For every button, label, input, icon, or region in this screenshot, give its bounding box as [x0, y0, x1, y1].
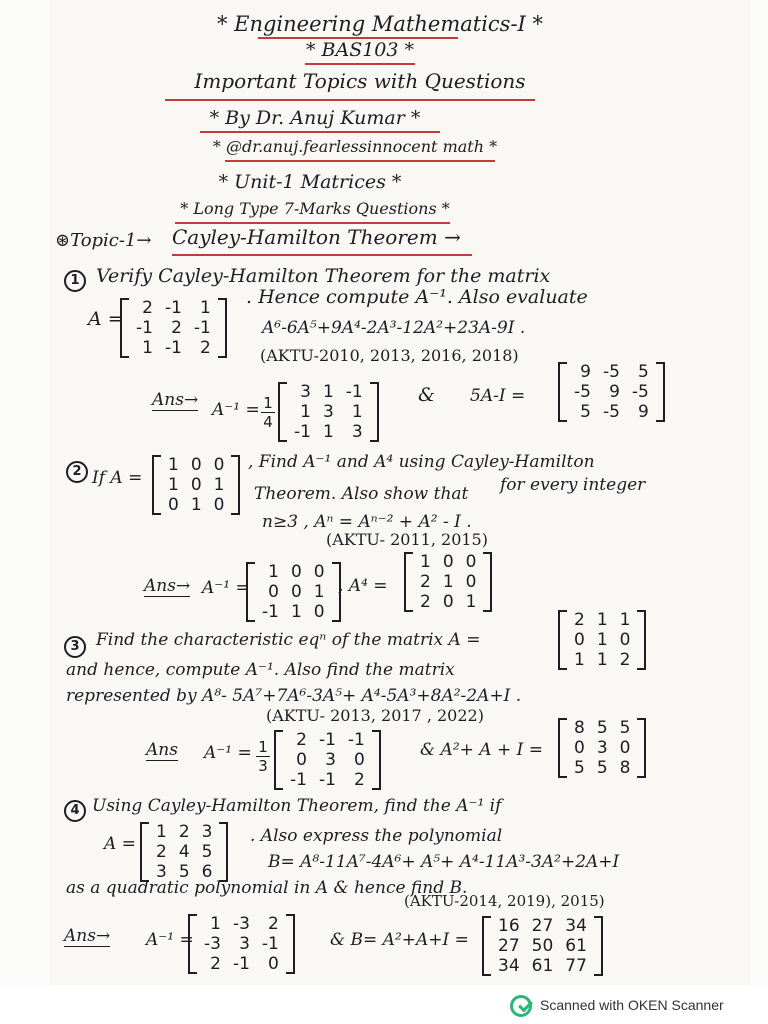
matrix-grid — [568, 718, 636, 778]
matrix-grid — [568, 362, 655, 422]
bracket-left — [152, 455, 161, 515]
matrix-cell: 1 — [313, 582, 325, 602]
matrix-cell: 2 — [210, 954, 221, 974]
q3-ainv-matrix — [274, 730, 381, 790]
bracket-right — [594, 916, 603, 976]
matrix-cell: 0 — [190, 455, 202, 475]
q2-a4-matrix — [404, 552, 492, 612]
matrix-cell: 34 — [565, 916, 587, 936]
question-4-marker: 4 — [64, 800, 86, 822]
q2-reference: (AKTU- 2011, 2015) — [326, 530, 488, 549]
q3-sum-label: & A²+ A + I = — [420, 740, 543, 760]
matrix-cell: 3 — [322, 402, 334, 422]
matrix-cell: 3 — [325, 750, 336, 770]
matrix-cell: 2 — [268, 914, 279, 934]
matrix-grid — [492, 916, 593, 976]
q2-relation: n≥3 , Aⁿ = Aⁿ⁻² + A² - I . — [262, 512, 472, 532]
q3-answer-label: Ans — [146, 740, 178, 760]
bracket-left — [278, 382, 287, 442]
bracket-left — [558, 610, 567, 670]
q4-statement: Using Cayley-Hamilton Theorem, find the A⁻¹ if — [92, 796, 502, 816]
matrix-cell: 1 — [420, 552, 431, 572]
matrix-cell: 77 — [565, 956, 587, 976]
q1-statement: Verify Cayley-Hamilton Theorem for the matrix — [96, 265, 551, 287]
q3-matrix-a — [558, 610, 646, 670]
matrix-cell: 0 — [465, 572, 477, 592]
matrix-cell: 2 — [142, 298, 153, 318]
matrix-cell: 6 — [201, 862, 213, 882]
q1-matrix-a — [120, 298, 227, 358]
q2-statement-right: for every integer — [500, 475, 646, 495]
matrix-grid — [256, 562, 331, 622]
matrix-cell: 1 — [351, 402, 363, 422]
matrix-cell: 2 — [574, 610, 585, 630]
bracket-right — [218, 298, 227, 358]
q1-fraction — [261, 394, 275, 431]
q1-expression: A⁶-6A⁵+9A⁴-2A³-12A²+23A-9I . — [262, 318, 526, 338]
bracket-left — [482, 916, 491, 976]
matrix-cell: 1 — [596, 610, 608, 630]
matrix-cell: 5 — [619, 718, 631, 738]
author-underline — [200, 131, 440, 133]
matrix-cell: 0 — [442, 552, 454, 572]
matrix-cell: -3 — [232, 914, 250, 934]
matrix-cell: 0 — [296, 750, 307, 770]
matrix-cell: 1 — [619, 610, 631, 630]
bracket-right — [656, 362, 665, 422]
q2-statement: , Find A⁻¹ and A⁴ using Cayley-Hamilton — [248, 452, 595, 472]
matrix-cell: 1 — [465, 592, 477, 612]
q3-sum-matrix — [558, 718, 646, 778]
matrix-cell: 5 — [596, 718, 608, 738]
q1-ainv-matrix — [278, 382, 379, 442]
q3-statement: Find the characteristic eqⁿ of the matrix A = — [96, 630, 481, 650]
matrix-cell: 0 — [442, 592, 454, 612]
q3-hence: and hence, compute A⁻¹. Also find the matrix — [66, 660, 455, 680]
matrix-cell: -1 — [193, 318, 211, 338]
doc-subtitle: Important Topics with Questions — [194, 69, 526, 93]
matrix-cell: 0 — [268, 954, 279, 974]
fraction-numerator: 1 — [256, 738, 270, 757]
matrix-cell: 27 — [498, 936, 520, 956]
q4-ainv-matrix — [188, 914, 295, 974]
matrix-cell: 1 — [596, 650, 608, 670]
q1-and: & — [418, 384, 435, 406]
matrix-cell: 2 — [296, 730, 307, 750]
topic-title: Cayley-Hamilton Theorem → — [172, 225, 461, 249]
subtitle-underline — [165, 99, 535, 101]
question-1-marker: 1 — [64, 270, 86, 292]
q4-express: . Also express the polynomial — [250, 826, 503, 846]
matrix-cell: 0 — [619, 630, 631, 650]
q1-5a-matrix — [558, 362, 665, 422]
matrix-grid — [284, 730, 371, 790]
q1-reference: (AKTU-2010, 2013, 2016, 2018) — [260, 346, 519, 365]
matrix-cell: 2 — [200, 338, 211, 358]
matrix-cell: -1 — [262, 602, 279, 622]
bracket-right — [637, 610, 646, 670]
matrix-cell: 9 — [609, 382, 620, 402]
matrix-grid — [150, 822, 218, 882]
matrix-cell: 3 — [239, 934, 250, 954]
q1-5a-label: 5A-I = — [470, 386, 526, 406]
course-code: * BAS103 * — [305, 39, 415, 61]
matrix-cell: 3 — [201, 822, 213, 842]
matrix-cell: -1 — [345, 382, 363, 402]
q4-answer-label: Ans→ — [64, 926, 111, 946]
q2-ainv-label: A⁻¹ = — [202, 578, 250, 598]
q1-answer-label: Ans→ — [152, 390, 199, 410]
doc-title: * Engineering Mathematics-I * — [216, 12, 544, 36]
matrix-cell: 1 — [596, 630, 608, 650]
q4-a-label: A = — [104, 834, 136, 854]
matrix-cell: 5 — [580, 402, 591, 422]
q3-fraction — [256, 738, 270, 775]
author-handle: * @dr.anuj.fearlessinnocent math * — [212, 137, 498, 156]
topic-underline — [172, 254, 472, 256]
matrix-cell: 27 — [531, 916, 554, 936]
matrix-cell: 1 — [300, 402, 311, 422]
matrix-cell: 0 — [190, 475, 202, 495]
matrix-grid — [198, 914, 285, 974]
matrix-cell: -5 — [602, 402, 620, 422]
matrix-cell: 8 — [574, 718, 585, 738]
matrix-cell: 3 — [300, 382, 311, 402]
scanner-watermark: Scanned with OKEN Scanner — [540, 997, 724, 1013]
matrix-cell: 1 — [156, 822, 167, 842]
bracket-left — [274, 730, 283, 790]
bracket-left — [120, 298, 129, 358]
q3-ainv-label: A⁻¹ = — [204, 743, 252, 763]
q4-b-matrix — [482, 916, 603, 976]
matrix-cell: 0 — [574, 630, 585, 650]
q3-reference: (AKTU- 2013, 2017 , 2022) — [266, 706, 484, 725]
matrix-cell: 0 — [290, 582, 302, 602]
matrix-cell: 0 — [268, 582, 279, 602]
matrix-cell: -1 — [232, 954, 250, 974]
fraction-denominator: 4 — [263, 413, 273, 431]
matrix-cell: 2 — [178, 822, 190, 842]
matrix-grid — [414, 552, 482, 612]
matrix-cell: 1 — [322, 422, 334, 442]
matrix-cell: -1 — [347, 730, 365, 750]
matrix-cell: 5 — [178, 862, 190, 882]
matrix-grid — [568, 610, 636, 670]
question-3-marker: 3 — [64, 636, 86, 658]
matrix-cell: 1 — [168, 475, 179, 495]
matrix-cell: -1 — [136, 318, 153, 338]
bracket-right — [219, 822, 228, 882]
q2-ainv-matrix — [246, 562, 341, 622]
matrix-cell: -1 — [164, 338, 182, 358]
bracket-right — [286, 914, 295, 974]
matrix-cell: 9 — [580, 362, 591, 382]
fraction-numerator: 1 — [261, 394, 275, 413]
handle-underline — [225, 160, 495, 162]
bracket-right — [483, 552, 492, 612]
q4-quadratic: as a quadratic polynomial in A & hence find B. — [66, 878, 468, 898]
matrix-cell: 3 — [351, 422, 363, 442]
matrix-cell: 1 — [210, 914, 221, 934]
matrix-cell: -1 — [294, 422, 311, 442]
matrix-cell: 34 — [498, 956, 520, 976]
matrix-cell: -3 — [204, 934, 221, 954]
matrix-cell: -1 — [164, 298, 182, 318]
type-underline — [175, 222, 450, 224]
matrix-cell: -5 — [602, 362, 620, 382]
bracket-right — [637, 718, 646, 778]
bracket-left — [188, 914, 197, 974]
q4-matrix-a — [140, 822, 228, 882]
author: * By Dr. Anuj Kumar * — [209, 107, 421, 129]
matrix-cell: -1 — [318, 770, 336, 790]
matrix-cell: -5 — [631, 382, 649, 402]
matrix-cell: 0 — [213, 495, 225, 515]
matrix-cell: -1 — [290, 770, 307, 790]
matrix-cell: 0 — [619, 738, 631, 758]
code-underline — [305, 63, 415, 65]
question-2-marker: 2 — [66, 461, 88, 483]
matrix-cell: 3 — [156, 862, 167, 882]
matrix-cell: 0 — [213, 455, 225, 475]
matrix-cell: 2 — [619, 650, 631, 670]
matrix-cell: 2 — [354, 770, 365, 790]
matrix-cell: 0 — [313, 562, 325, 582]
matrix-cell: 1 — [574, 650, 585, 670]
bracket-left — [558, 362, 567, 422]
q4-b-label: & B= A²+A+I = — [330, 930, 469, 950]
matrix-cell: 61 — [531, 956, 554, 976]
question-type: * Long Type 7-Marks Questions * — [180, 199, 450, 218]
matrix-cell: 1 — [213, 475, 225, 495]
matrix-cell: 1 — [442, 572, 454, 592]
matrix-cell: 1 — [322, 382, 334, 402]
bracket-right — [231, 455, 240, 515]
q1-a-label: A = — [88, 308, 124, 330]
matrix-cell: 0 — [313, 602, 325, 622]
bracket-left — [558, 718, 567, 778]
q2-answer-label: Ans→ — [144, 576, 191, 596]
topic-label: ⊛Topic-1→ — [55, 230, 152, 251]
matrix-cell: 3 — [596, 738, 608, 758]
matrix-cell: 5 — [574, 758, 585, 778]
q3-polynomial: represented by A⁸- 5A⁷+7A⁶-3A⁵+ A⁴-5A³+8A²-2A+I . — [66, 686, 522, 706]
matrix-cell: 1 — [268, 562, 279, 582]
matrix-cell: 9 — [638, 402, 649, 422]
matrix-cell: 5 — [638, 362, 649, 382]
q4-polynomial: B= A⁸-11A⁷-4A⁶+ A⁵+ A⁴-11A³-3A²+2A+I — [268, 852, 620, 872]
matrix-cell: 5 — [596, 758, 608, 778]
matrix-cell: 0 — [465, 552, 477, 572]
matrix-cell: 0 — [290, 562, 302, 582]
matrix-cell: 2 — [420, 572, 431, 592]
q4-ainv-label: A⁻¹ = — [146, 930, 194, 950]
matrix-cell: 2 — [420, 592, 431, 612]
matrix-cell: 16 — [498, 916, 520, 936]
matrix-cell: 0 — [574, 738, 585, 758]
matrix-cell: 1 — [142, 338, 153, 358]
q4-reference: (AKTU-2014, 2019), 2015) — [404, 892, 605, 910]
matrix-grid — [162, 455, 230, 515]
matrix-cell: 50 — [531, 936, 554, 956]
unit-title: * Unit-1 Matrices * — [218, 171, 402, 193]
q2-a4-label: , A⁴ = — [338, 576, 388, 596]
matrix-cell: 1 — [168, 455, 179, 475]
matrix-cell: 2 — [171, 318, 182, 338]
bracket-left — [404, 552, 413, 612]
matrix-cell: -1 — [261, 934, 279, 954]
matrix-cell: 8 — [619, 758, 631, 778]
matrix-cell: 2 — [156, 842, 167, 862]
bracket-right — [370, 382, 379, 442]
q1-ainv-label: A⁻¹ = — [212, 400, 260, 420]
matrix-cell: -1 — [318, 730, 336, 750]
matrix-cell: 1 — [200, 298, 211, 318]
bracket-left — [140, 822, 149, 882]
matrix-cell: 5 — [201, 842, 213, 862]
q2-theorem: Theorem. Also show that — [254, 484, 469, 504]
matrix-cell: 0 — [354, 750, 365, 770]
fraction-denominator: 3 — [258, 757, 268, 775]
q2-if-a: If A = — [92, 468, 143, 488]
matrix-grid — [288, 382, 369, 442]
matrix-cell: 0 — [168, 495, 179, 515]
matrix-cell: 4 — [178, 842, 190, 862]
bracket-left — [246, 562, 255, 622]
matrix-cell: 61 — [565, 936, 587, 956]
matrix-cell: 1 — [190, 495, 202, 515]
matrix-cell: -5 — [574, 382, 591, 402]
matrix-cell: 1 — [290, 602, 302, 622]
bracket-right — [372, 730, 381, 790]
matrix-grid — [130, 298, 217, 358]
q2-matrix-a — [152, 455, 240, 515]
q1-hence: . Hence compute A⁻¹. Also evaluate — [246, 286, 588, 308]
